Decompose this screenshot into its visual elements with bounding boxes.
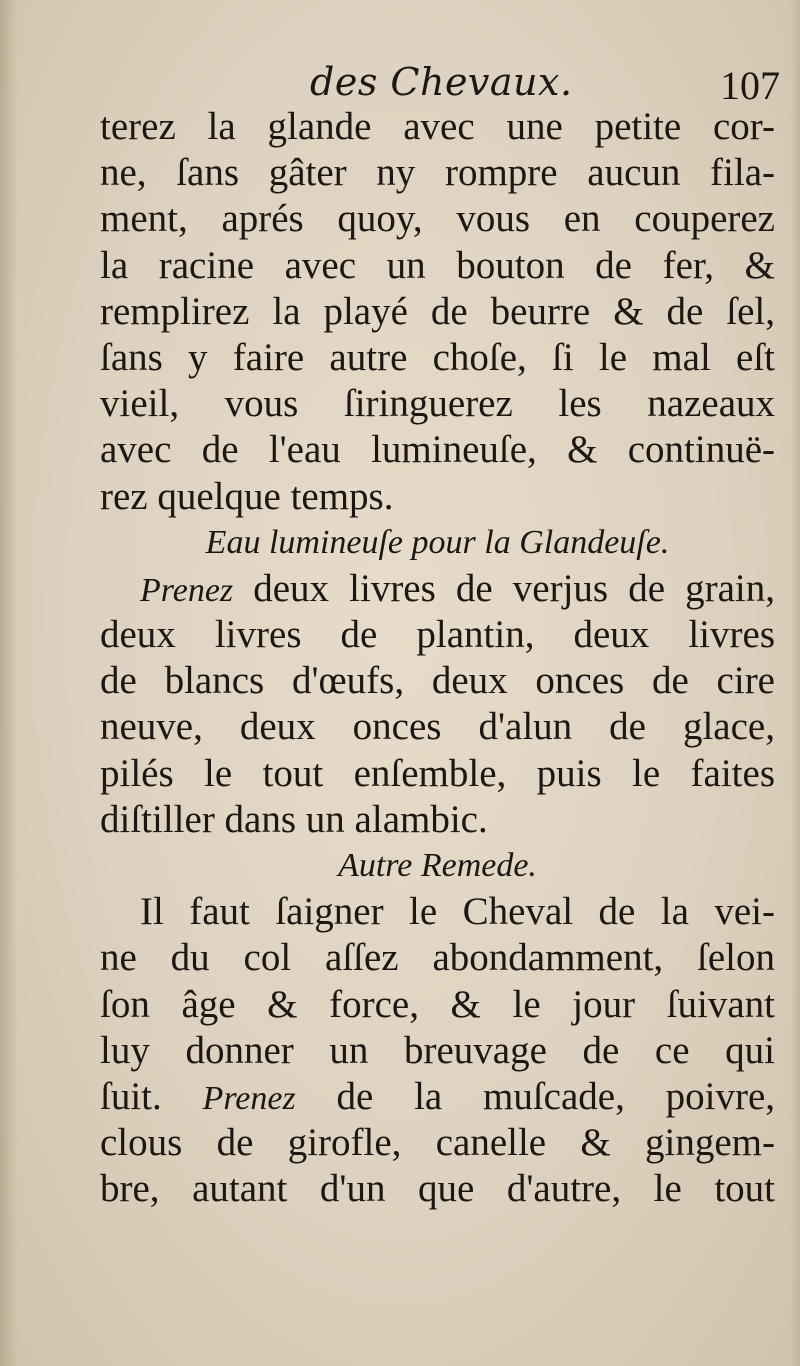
text-line: vieil, vous ſiringuerez les nazeaux — [100, 382, 775, 426]
lead-word: Prenez — [140, 571, 234, 609]
text-line: neuve, deux onces d'alun de glace, — [100, 705, 775, 749]
line-text: de la muſcade, poivre, — [336, 1074, 775, 1118]
text-line: la racine avec un bouton de fer, & — [100, 243, 775, 287]
text-line: pilés le tout enſemble, puis le faites — [100, 751, 775, 795]
text-line: terez la glande avec une petite cor- — [100, 105, 775, 148]
text-line: ment, aprés quoy, vous en couperez — [100, 197, 775, 241]
text-line: de blancs d'œufs, deux onces de cire — [100, 659, 775, 703]
text-line: clous de girofle, canelle & gingem- — [100, 1121, 775, 1165]
line-text: deux livres de verjus de grain, — [253, 566, 775, 610]
text-line: avec de l'eau lumineuſe, & continuë- — [100, 428, 775, 472]
text-line: ne, ſans gâter ny rompre aucun fila- — [100, 151, 775, 195]
text-line: remplirez la playé de beurre & de ſel, — [100, 289, 775, 333]
line-text: ſuit. — [100, 1074, 162, 1118]
text-line: Il faut ſaigner le Cheval de la vei- — [140, 890, 775, 934]
text-line: ne du col aſſez abondamment, ſelon — [100, 936, 775, 980]
text-line: deux livres de plantin, deux livres — [100, 613, 775, 657]
running-title: des Chevaux. — [310, 60, 573, 104]
text-line — [100, 1074, 775, 1120]
text-line — [100, 566, 775, 612]
page-number: 107 — [720, 63, 780, 108]
text-line: ſon âge & force, & le jour ſuivant — [100, 982, 775, 1026]
text-line: diſtiller dans un alambic. — [100, 797, 488, 841]
text-line: bre, autant d'un que d'autre, le tout — [100, 1167, 775, 1211]
page-body — [100, 104, 775, 1213]
page-gutter-shadow — [0, 0, 18, 1366]
text-line: luy donner un breuvage de ce qui — [100, 1028, 775, 1072]
text-line: rez quelque temps. — [100, 474, 394, 518]
section-heading: Autre Remede. — [338, 847, 537, 884]
section-heading: Eau lumineuſe pour la Glandeuſe. — [205, 523, 670, 561]
lead-word: Prenez — [202, 1079, 296, 1117]
page-edge-shadow — [790, 0, 800, 1366]
text-line: ſans y faire autre choſe, ſi le mal eſt — [100, 335, 775, 379]
